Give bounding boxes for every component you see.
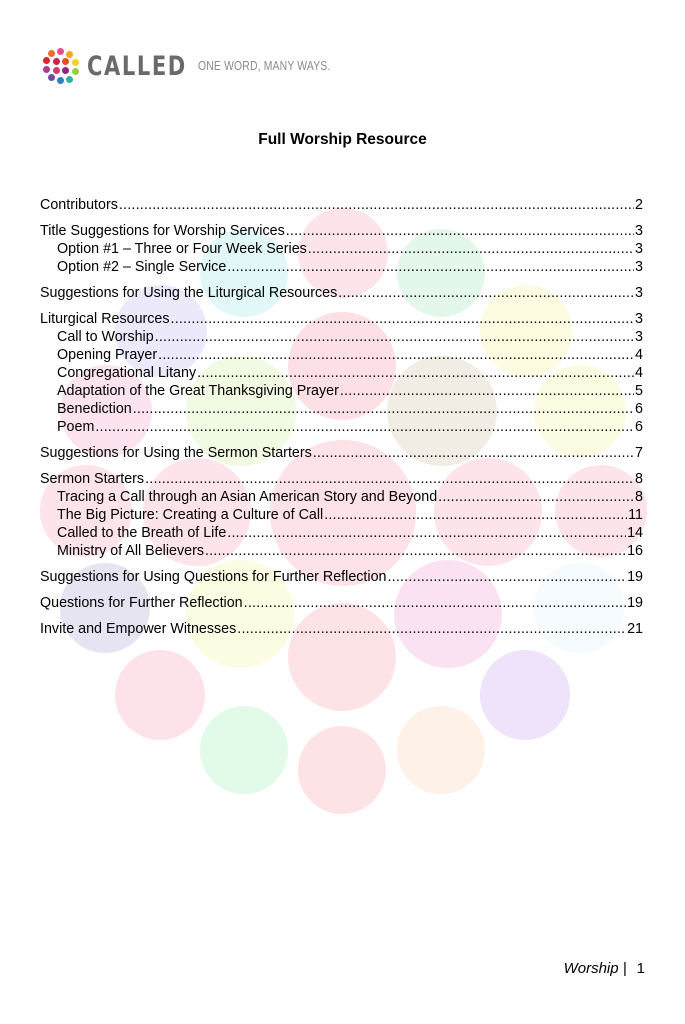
toc-entry[interactable] [40, 506, 643, 524]
toc-dot-leader [286, 222, 634, 240]
toc-dot-leader [155, 328, 634, 346]
toc-dot-leader [205, 542, 626, 560]
toc-entry[interactable] [40, 258, 643, 276]
toc-entry-page: 11 [628, 507, 643, 523]
toc-entry-title: Suggestions for Using Questions for Further Reflection [40, 569, 387, 585]
toc-dot-leader [308, 240, 634, 258]
toc-entry-title: Sermon Starters [40, 471, 145, 487]
toc-dot-leader [145, 470, 634, 488]
toc-entry[interactable] [40, 382, 643, 400]
toc-entry-page: 3 [635, 311, 643, 327]
toc-entry[interactable] [40, 620, 643, 638]
toc-entry-page: 19 [627, 595, 643, 611]
toc-entry-page: 16 [627, 543, 643, 559]
footer-section-label: Worship | [563, 960, 627, 977]
toc-entry-page: 4 [635, 365, 643, 381]
brand-name: CALLED [87, 50, 187, 82]
toc-entry-page: 4 [635, 347, 643, 363]
toc-entry[interactable] [40, 470, 643, 488]
toc-entry-title: Tracing a Call through an Asian American Story and Beyond [57, 489, 438, 505]
toc-entry-title: Call to Worship [57, 329, 154, 345]
toc-dot-leader [197, 364, 634, 382]
background-circle [115, 650, 205, 740]
toc-dot-leader [133, 400, 634, 418]
toc-entry[interactable] [40, 542, 643, 560]
toc-entry-page: 8 [635, 489, 643, 505]
toc-entry[interactable] [40, 594, 643, 612]
toc-entry-page: 6 [635, 401, 643, 417]
page-footer [564, 960, 645, 977]
toc-entry[interactable] [40, 328, 643, 346]
toc-entry-title: Title Suggestions for Worship Services [40, 223, 285, 239]
toc-entry-page: 5 [635, 383, 643, 399]
toc-dot-leader [95, 418, 634, 436]
toc-entry[interactable] [40, 222, 643, 240]
page-title: Full Worship Resource [258, 131, 427, 148]
called-logo [43, 48, 215, 84]
toc-dot-leader [237, 620, 626, 638]
toc-entry[interactable] [40, 196, 643, 214]
toc-entry-title: Option #2 – Single Service [57, 259, 227, 275]
toc-entry-title: Opening Prayer [57, 347, 158, 363]
toc-entry-page: 3 [635, 329, 643, 345]
toc-dot-leader [313, 444, 634, 462]
toc-entry[interactable] [40, 444, 643, 462]
toc-entry-page: 21 [627, 621, 643, 637]
toc-entry-page: 7 [635, 445, 643, 461]
brand-tagline: ONE WORD, MANY WAYS. [198, 58, 331, 73]
toc-entry-title: Congregational Litany [57, 365, 197, 381]
toc-entry-title: Adaptation of the Great Thanksgiving Prayer [57, 383, 339, 399]
toc-entry-title: Option #1 – Three or Four Week Series [57, 241, 307, 257]
toc-entry-page: 8 [635, 471, 643, 487]
toc-entry-title: Contributors [40, 197, 118, 213]
toc-entry[interactable] [40, 418, 643, 436]
toc-entry-title: Invite and Empower Witnesses [40, 621, 237, 637]
toc-entry[interactable] [40, 524, 643, 542]
toc-dot-leader [338, 284, 634, 302]
background-circle [397, 706, 485, 794]
toc-entry[interactable] [40, 568, 643, 586]
toc-entry[interactable] [40, 488, 643, 506]
toc-dot-leader [227, 258, 634, 276]
toc-entry-page: 3 [635, 241, 643, 257]
toc-dot-leader [387, 568, 626, 586]
toc-dot-leader [171, 310, 635, 328]
toc-entry[interactable] [40, 284, 643, 302]
toc-dot-leader [324, 506, 627, 524]
background-circle [298, 726, 386, 814]
toc-dot-leader [438, 488, 634, 506]
toc-dot-leader [244, 594, 626, 612]
toc-entry-title: Poem [57, 419, 95, 435]
toc-dot-leader [227, 524, 626, 542]
toc-entry[interactable] [40, 346, 643, 364]
toc-entry-page: 3 [635, 223, 643, 239]
toc-entry-title: Ministry of All Believers [57, 543, 204, 559]
flower-icon [43, 48, 79, 84]
toc-entry-page: 6 [635, 419, 643, 435]
toc-entry-page: 3 [635, 259, 643, 275]
toc-dot-leader [340, 382, 634, 400]
background-circle [200, 706, 288, 794]
toc-entry-page: 3 [635, 285, 643, 301]
toc-entry-title: Called to the Breath of Life [57, 525, 227, 541]
toc-entry-title: Questions for Further Reflection [40, 595, 243, 611]
toc-entry-page: 2 [635, 197, 643, 213]
toc-entry-title: Suggestions for Using the Sermon Starters [40, 445, 312, 461]
toc-dot-leader [119, 196, 634, 214]
background-circle [480, 650, 570, 740]
toc-entry-title: Benediction [57, 401, 132, 417]
toc-entry[interactable] [40, 364, 643, 382]
toc-entry-page: 19 [627, 569, 643, 585]
toc-entry-page: 14 [627, 525, 643, 541]
page-number: 1 [636, 960, 645, 977]
toc-entry[interactable] [40, 310, 643, 328]
toc-dot-leader [158, 346, 634, 364]
toc-entry[interactable] [40, 240, 643, 258]
table-of-contents [40, 196, 643, 638]
toc-entry-title: The Big Picture: Creating a Culture of Call [57, 507, 324, 523]
toc-entry[interactable] [40, 400, 643, 418]
toc-entry-title: Liturgical Resources [40, 311, 170, 327]
toc-entry-title: Suggestions for Using the Liturgical Resources [40, 285, 338, 301]
